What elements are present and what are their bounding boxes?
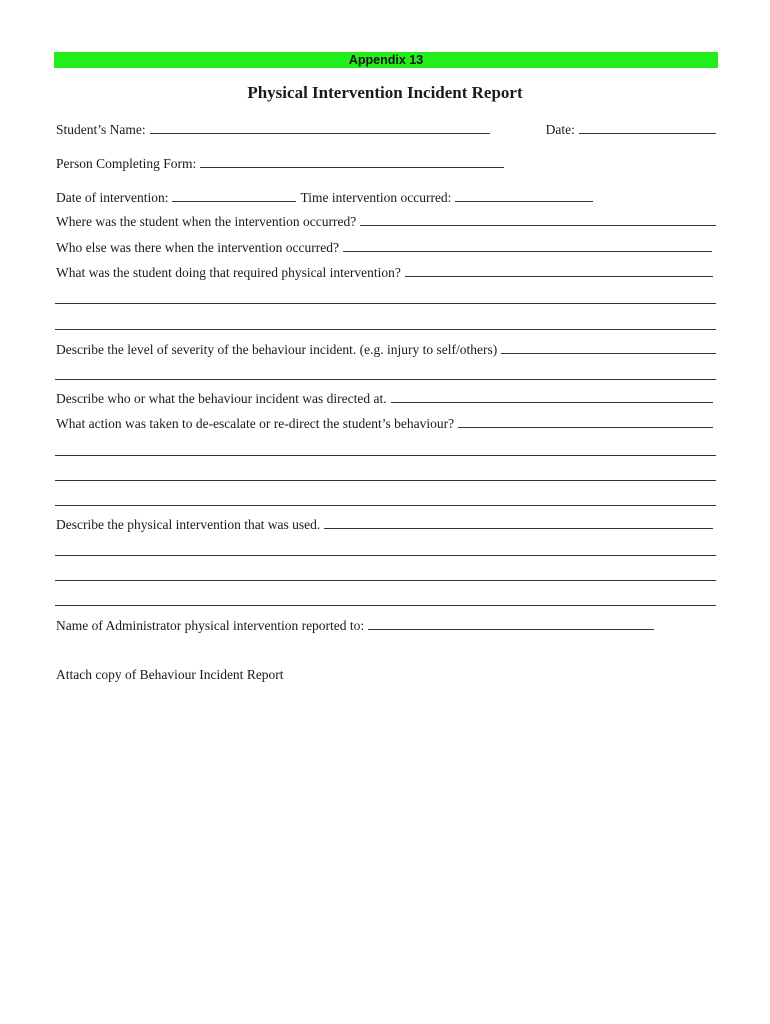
physical-used-field[interactable] xyxy=(324,516,713,529)
directed-at-label: Describe who or what the behaviour incident was directed at. xyxy=(56,391,387,406)
student-name-row xyxy=(56,121,716,138)
who-else-label: Who else was there when the intervention occurred? xyxy=(56,240,340,255)
blank-line[interactable] xyxy=(55,303,716,304)
where-label: Where was the student when the intervention occurred? xyxy=(56,214,357,229)
date-field[interactable] xyxy=(579,121,716,134)
person-completing-field[interactable] xyxy=(200,155,504,168)
blank-line[interactable] xyxy=(55,605,716,606)
physical-used-row xyxy=(56,516,716,533)
deescalate-label: What action was taken to de-escalate or re-direct the student’s behaviour? xyxy=(56,416,455,431)
time-intervention-field[interactable] xyxy=(455,189,593,202)
administrator-label: Name of Administrator physical intervention reported to: xyxy=(56,618,365,633)
blank-line[interactable] xyxy=(55,505,716,506)
where-field[interactable] xyxy=(360,213,716,226)
blank-line[interactable] xyxy=(55,455,716,456)
blank-line[interactable] xyxy=(55,379,716,380)
who-else-field[interactable] xyxy=(343,239,712,252)
physical-used-label: Describe the physical intervention that was used. xyxy=(56,517,321,532)
directed-at-field[interactable] xyxy=(391,390,713,403)
blank-line[interactable] xyxy=(55,580,716,581)
page-title: Physical Intervention Incident Report xyxy=(247,83,523,102)
person-completing-row xyxy=(56,155,716,172)
attach-note: Attach copy of Behaviour Incident Report xyxy=(56,667,284,682)
administrator-row xyxy=(56,617,716,634)
blank-line[interactable] xyxy=(55,329,716,330)
deescalate-row xyxy=(56,415,716,432)
what-doing-row xyxy=(56,264,716,281)
administrator-field[interactable] xyxy=(368,617,654,630)
appendix-banner: Appendix 13 xyxy=(54,52,718,68)
what-doing-field[interactable] xyxy=(405,264,713,277)
blank-line[interactable] xyxy=(55,555,716,556)
who-else-row xyxy=(56,239,716,256)
student-name-field[interactable] xyxy=(150,121,490,134)
blank-line[interactable] xyxy=(55,480,716,481)
person-completing-label: Person Completing Form: xyxy=(56,156,197,171)
what-doing-label: What was the student doing that required physical intervention? xyxy=(56,265,401,280)
deescalate-field[interactable] xyxy=(458,415,713,428)
date-label: Date: xyxy=(545,122,575,137)
date-of-intervention-field[interactable] xyxy=(172,189,296,202)
directed-at-row xyxy=(56,390,716,407)
date-time-row xyxy=(56,189,716,206)
student-name-label: Student’s Name: xyxy=(56,122,146,137)
where-row xyxy=(56,213,716,230)
severity-row xyxy=(56,341,716,358)
severity-field[interactable] xyxy=(501,341,716,354)
time-intervention-label: Time intervention occurred: xyxy=(300,190,452,205)
date-of-intervention-label: Date of intervention: xyxy=(56,190,169,205)
severity-label: Describe the level of severity of the behaviour incident. (e.g. injury to self/others) xyxy=(56,342,498,357)
